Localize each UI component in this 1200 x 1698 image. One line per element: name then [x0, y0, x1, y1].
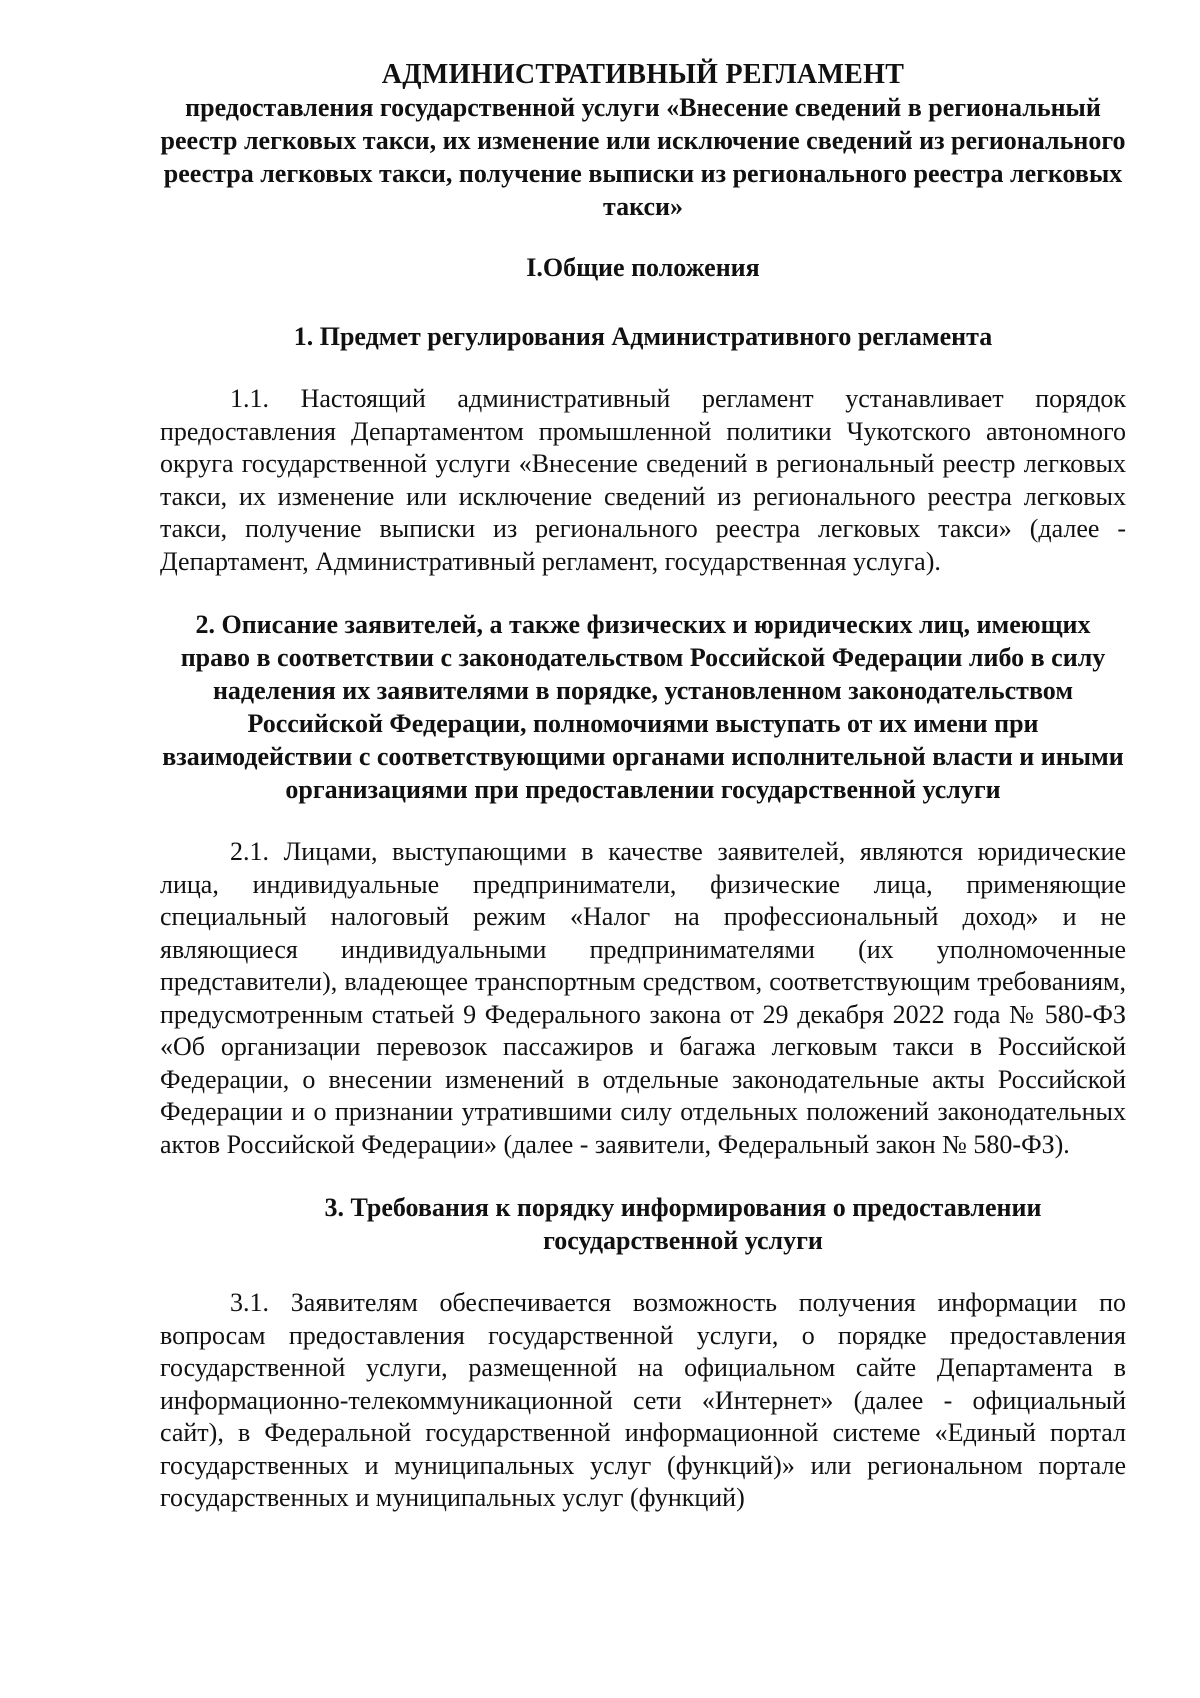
chapter-heading: I.Общие положения [526, 253, 760, 282]
document-title: АДМИНИСТРАТИВНЫЙ РЕГЛАМЕНТ [381, 59, 905, 90]
document-subtitle: предоставления государственной услуги «Внесение сведений в региональный реестр легковых такси, их изменение или исключение сведений из регионального реестра легковых такси, получение выписки из регионального реестра легковых такси» [160, 93, 1126, 221]
section-2-paragraph: 2.1. Лицами, выступающими в качестве заявителей, являются юридические лица, индивидуальные предприниматели, физические лица, применяющие специальный налоговый режим «Налог на профессиональный доход» и не являющиеся индивидуальными предпринимателями (их уполномоченные представители), владеющее транспортным средством, соответствующим требованиям, предусмотренным статьей 9 Федерального закона от 29 декабря 2022 года № 580-ФЗ «Об организации перевозок пассажиров и багажа легковым такси в Российской Федерации, о внесении изменений в отдельные законодательные акты Российской Федерации и о признании утратившими силу отдельных положений законодательных актов Российской Федерации» (далее - заявители, Федеральный закон № 580-ФЗ). [160, 837, 1126, 1159]
section-2-heading: 2. Описание заявителей, а также физических и юридических лиц, имеющих право в соответствии с законодательством Российской Федерации либо в силу наделения их заявителями в порядке, установленном законодательством Российской Федерации, полномочиями выступать от их имени при взаимодействии с соответствующими органами исполнительной власти и иными организациями при предоставлении государственной услуги [162, 610, 1124, 804]
section-1-heading: 1. Предмет регулирования Административного регламента [293, 322, 993, 351]
section-3-heading: 3. Требования к порядку информирования о предоставлении государственной услуги [324, 1193, 1042, 1255]
section-3-paragraph: 3.1. Заявителям обеспечивается возможность получения информации по вопросам предоставления государственной услуги, о порядке предоставления государственной услуги, размещенной на официальном сайте Департамента в информационно-телекоммуникационной сети «Интернет» (далее - официальный сайт), в Федеральной государственной информационной системе «Единый портал государственных и муниципальных услуг (функций)» или региональном портале государственных и муниципальных услуг (функций) [160, 1288, 1126, 1512]
section-1-paragraph: 1.1. Настоящий административный регламент устанавливает порядок предоставления Департаментом промышленной политики Чукотского автономного округа государственной услуги «Внесение сведений в региональный реестр легковых такси, их изменение или исключение сведений из регионального реестра легковых такси, получение выписки из регионального реестра легковых такси» (далее - Департамент, Административный регламент, государственная услуга). [160, 384, 1126, 576]
